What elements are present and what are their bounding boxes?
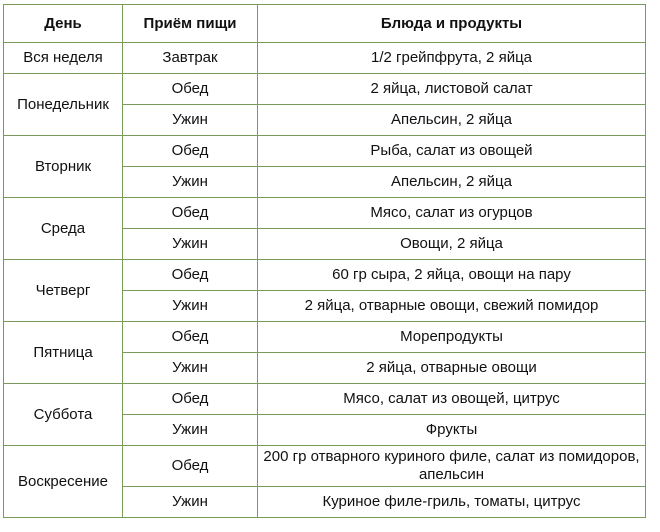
day-cell: Суббота bbox=[4, 384, 123, 446]
meal-cell: Обед bbox=[123, 322, 258, 353]
diet-menu-table bbox=[3, 4, 646, 518]
meal-cell: Ужин bbox=[123, 291, 258, 322]
food-cell: Рыба, салат из овощей bbox=[258, 136, 646, 167]
food-cell: Фрукты bbox=[258, 415, 646, 446]
food-cell: Овощи, 2 яйца bbox=[258, 229, 646, 260]
header-meal: Приём пищи bbox=[123, 5, 258, 43]
day-cell: Вся неделя bbox=[4, 43, 123, 74]
food-cell: 2 яйца, листовой салат bbox=[258, 74, 646, 105]
food-cell: 200 гр отварного куриного филе, салат из помидоров, апельсин bbox=[258, 446, 646, 487]
meal-cell: Ужин bbox=[123, 229, 258, 260]
day-cell: Понедельник bbox=[4, 74, 123, 136]
day-cell: Пятница bbox=[4, 322, 123, 384]
food-cell: Апельсин, 2 яйца bbox=[258, 167, 646, 198]
day-cell: Вторник bbox=[4, 136, 123, 198]
header-day: День bbox=[4, 5, 123, 43]
day-cell: Воскресение bbox=[4, 446, 123, 518]
food-cell: Мясо, салат из овощей, цитрус bbox=[258, 384, 646, 415]
table-row bbox=[4, 198, 646, 229]
meal-cell: Завтрак bbox=[123, 43, 258, 74]
meal-cell: Обед bbox=[123, 74, 258, 105]
table-row bbox=[4, 322, 646, 353]
meal-cell: Ужин bbox=[123, 353, 258, 384]
meal-cell: Обед bbox=[123, 446, 258, 487]
meal-cell: Обед bbox=[123, 260, 258, 291]
meal-cell: Обед bbox=[123, 136, 258, 167]
table-row bbox=[4, 43, 646, 74]
table-row bbox=[4, 74, 646, 105]
food-cell: 60 гр сыра, 2 яйца, овощи на пару bbox=[258, 260, 646, 291]
header-row bbox=[4, 5, 646, 43]
table-row bbox=[4, 446, 646, 487]
food-cell: Куриное филе-гриль, томаты, цитрус bbox=[258, 487, 646, 518]
food-cell: Мясо, салат из огурцов bbox=[258, 198, 646, 229]
food-cell: 1/2 грейпфрута, 2 яйца bbox=[258, 43, 646, 74]
food-cell: Апельсин, 2 яйца bbox=[258, 105, 646, 136]
meal-cell: Обед bbox=[123, 198, 258, 229]
meal-cell: Ужин bbox=[123, 415, 258, 446]
food-cell: 2 яйца, отварные овощи, свежий помидор bbox=[258, 291, 646, 322]
table-row bbox=[4, 136, 646, 167]
meal-cell: Ужин bbox=[123, 167, 258, 198]
table-row bbox=[4, 260, 646, 291]
food-cell: 2 яйца, отварные овощи bbox=[258, 353, 646, 384]
table-row bbox=[4, 384, 646, 415]
meal-cell: Ужин bbox=[123, 105, 258, 136]
food-cell: Морепродукты bbox=[258, 322, 646, 353]
day-cell: Среда bbox=[4, 198, 123, 260]
header-food: Блюда и продукты bbox=[258, 5, 646, 43]
meal-cell: Обед bbox=[123, 384, 258, 415]
meal-cell: Ужин bbox=[123, 487, 258, 518]
day-cell: Четверг bbox=[4, 260, 123, 322]
